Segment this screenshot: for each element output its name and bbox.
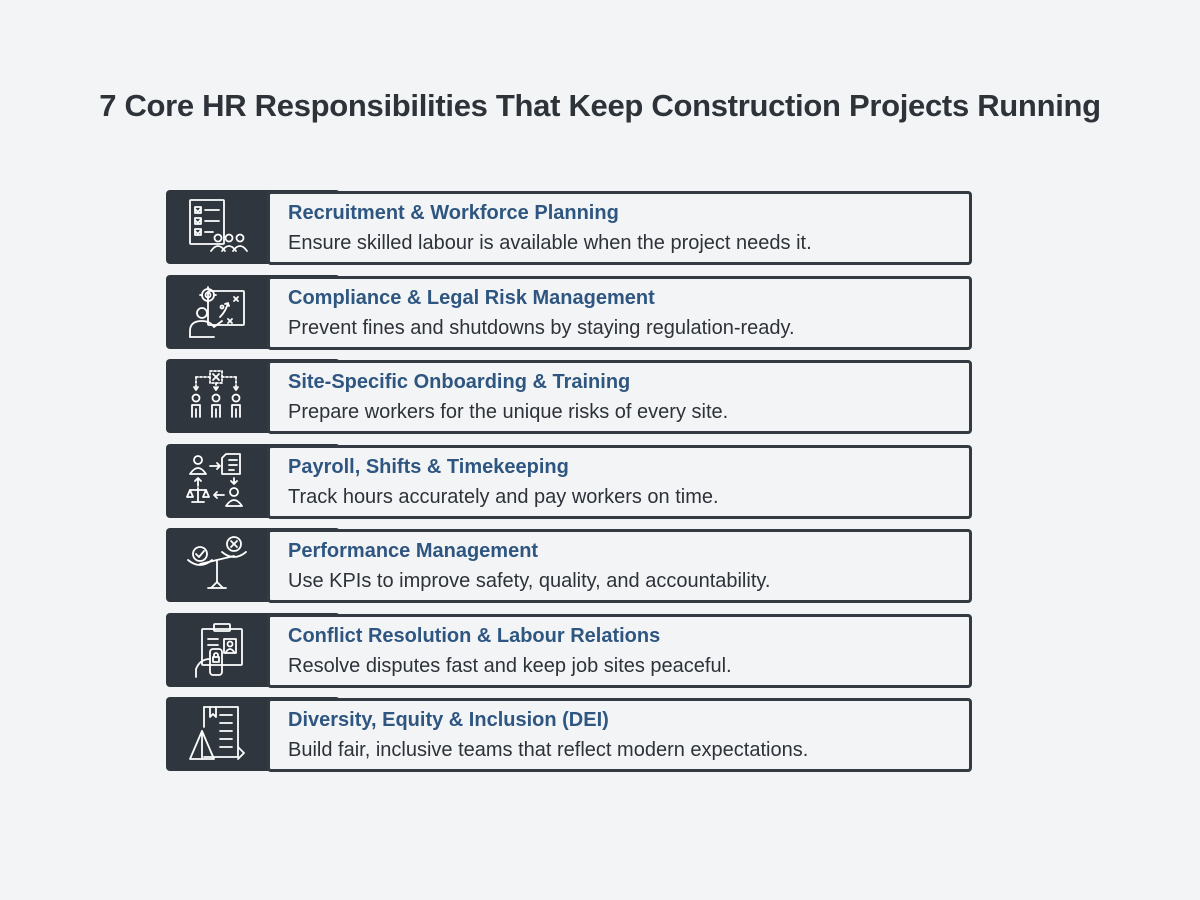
item-title: Site-Specific Onboarding & Training (288, 371, 631, 393)
list-item (166, 190, 972, 264)
page-title: 7 Core HR Responsibilities That Keep Construction Projects Running (99, 88, 1101, 123)
id-badge-clipboard-icon (184, 619, 250, 681)
checklist-team-icon (184, 196, 250, 258)
item-card (267, 614, 972, 688)
item-card (267, 445, 972, 519)
item-card (267, 529, 972, 603)
list-item (166, 444, 972, 518)
item-title: Performance Management (288, 540, 539, 562)
list-item (166, 697, 972, 771)
list-item (166, 613, 972, 687)
item-card (267, 698, 972, 772)
item-title: Conflict Resolution & Labour Relations (288, 624, 661, 647)
item-description: Ensure skilled labour is available when the project needs it. (288, 232, 812, 254)
team-structure-icon (184, 365, 250, 427)
item-description: Use KPIs to improve safety, quality, and accountability. (288, 570, 771, 592)
item-description: Track hours accurately and pay workers on time. (288, 485, 719, 508)
list-item (166, 528, 972, 602)
item-description: Resolve disputes fast and keep job sites peaceful. (288, 654, 732, 677)
list-item (166, 359, 972, 433)
item-title: Recruitment & Workforce Planning (288, 202, 619, 224)
item-title: Diversity, Equity & Inclusion (DEI) (288, 709, 609, 731)
list-item (166, 275, 972, 349)
item-card (267, 360, 972, 434)
item-title: Compliance & Legal Risk Management (288, 286, 655, 309)
document-pyramid-icon (184, 703, 250, 765)
item-title: Payroll, Shifts & Timekeeping (288, 455, 569, 478)
item-description: Build fair, inclusive teams that reflect modern expectations. (288, 739, 809, 761)
workflow-balance-icon (184, 450, 250, 512)
responsibility-list (166, 190, 972, 782)
item-description: Prepare workers for the unique risks of every site. (288, 401, 729, 423)
item-card (267, 191, 972, 265)
item-card (267, 276, 972, 350)
item-description: Prevent fines and shutdowns by staying regulation-ready. (288, 316, 795, 339)
balance-scale-icon (184, 534, 250, 596)
strategy-board-icon (184, 281, 250, 343)
